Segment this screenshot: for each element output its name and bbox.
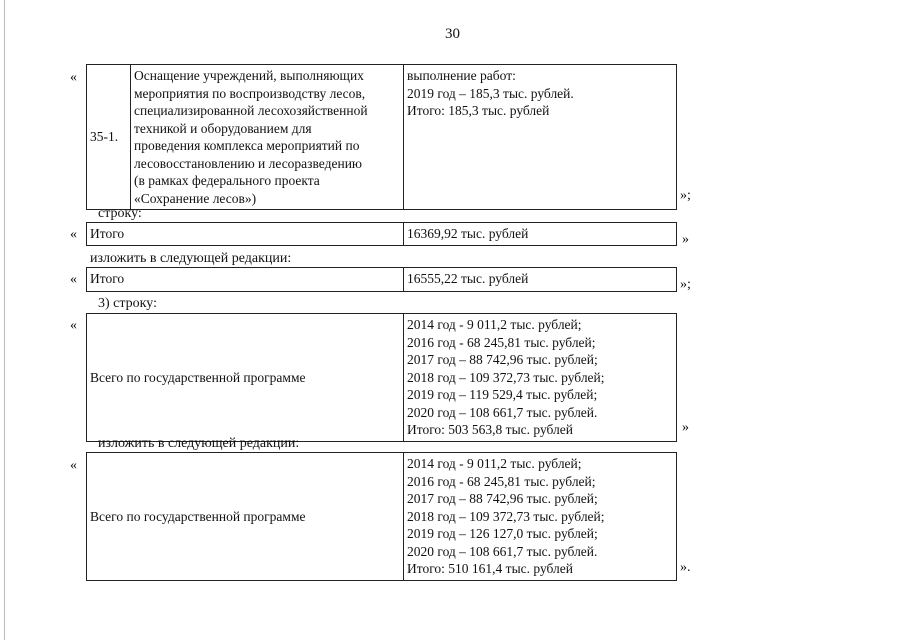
- year-line: 2014 год - 9 011,2 тыс. рублей;: [407, 456, 582, 471]
- year-line: 2020 год – 108 661,7 тыс. рублей.: [407, 543, 598, 559]
- instruction-text: 3) строку:: [98, 296, 157, 311]
- year-line: 2017 год – 88 742,96 тыс. рублей;: [407, 491, 598, 506]
- page-edge-line: [4, 0, 5, 640]
- itogo-old-table: [86, 222, 677, 246]
- description-line: техникой и оборудованием для: [134, 120, 312, 136]
- row-description: [131, 65, 404, 210]
- close-quote: »: [682, 420, 689, 435]
- total-old-table: [86, 313, 677, 442]
- description-line: специализированной лесохозяйственной: [134, 103, 368, 118]
- total-line: Итого: 510 161,4 тыс. рублей: [407, 561, 574, 576]
- itogo-value: 16555,22 тыс. рублей: [404, 268, 677, 292]
- total-label: Всего по государственной программе: [87, 314, 404, 442]
- description-line: лесовосстановлению и лесоразведению: [134, 155, 363, 171]
- open-quote: «: [70, 318, 77, 333]
- description-line: Оснащение учреждений, выполняющих: [134, 68, 364, 83]
- row-number: 35-1.: [87, 65, 131, 210]
- total-values: [404, 314, 677, 442]
- funding-line: выполнение работ:: [407, 68, 516, 83]
- instruction-text: изложить в следующей редакции:: [98, 436, 300, 451]
- instruction-text: строку:: [98, 206, 142, 221]
- description-line: «Сохранение лесов»): [134, 190, 257, 206]
- itogo-label: Итого: [87, 223, 404, 246]
- year-line: 2018 год – 109 372,73 тыс. рублей;: [407, 369, 605, 385]
- description-line: проведения комплекса мероприятий по: [134, 138, 360, 153]
- close-quote: »: [682, 232, 689, 247]
- total-line: Итого: 503 563,8 тыс. рублей: [407, 422, 574, 437]
- close-quote: »;: [680, 188, 691, 203]
- year-line: 2019 год – 119 529,4 тыс. рублей;: [407, 387, 598, 402]
- itogo-label: Итого: [87, 268, 404, 292]
- itogo-new-table: [86, 267, 677, 292]
- year-line: 2014 год - 9 011,2 тыс. рублей;: [407, 317, 582, 332]
- funding-line: Итого: 185,3 тыс. рублей: [407, 103, 550, 118]
- year-line: 2019 год – 126 127,0 тыс. рублей;: [407, 526, 598, 541]
- row-funding: [404, 65, 677, 210]
- description-line: (в рамках федерального проекта: [134, 173, 320, 188]
- open-quote: «: [70, 70, 77, 85]
- open-quote: «: [70, 458, 77, 473]
- total-label: Всего по государственной программе: [87, 453, 404, 581]
- year-line: 2018 год – 109 372,73 тыс. рублей;: [407, 508, 605, 524]
- year-line: 2020 год – 108 661,7 тыс. рублей.: [407, 404, 598, 420]
- page-number: 30: [445, 26, 460, 42]
- year-line: 2017 год – 88 742,96 тыс. рублей;: [407, 352, 598, 367]
- open-quote: «: [70, 272, 77, 287]
- year-line: 2016 год - 68 245,81 тыс. рублей;: [407, 334, 596, 350]
- open-quote: «: [70, 227, 77, 242]
- row-35-1-table: [86, 64, 677, 210]
- close-quote: »;: [680, 277, 691, 292]
- instruction-text: изложить в следующей редакции:: [90, 251, 292, 266]
- close-quote: ».: [680, 560, 691, 575]
- year-line: 2016 год - 68 245,81 тыс. рублей;: [407, 473, 596, 489]
- funding-line: 2019 год – 185,3 тыс. рублей.: [407, 85, 574, 101]
- description-line: мероприятия по воспроизводству лесов,: [134, 85, 366, 101]
- itogo-value: 16369,92 тыс. рублей: [404, 223, 677, 246]
- total-new-table: [86, 452, 677, 581]
- total-values: [404, 453, 677, 581]
